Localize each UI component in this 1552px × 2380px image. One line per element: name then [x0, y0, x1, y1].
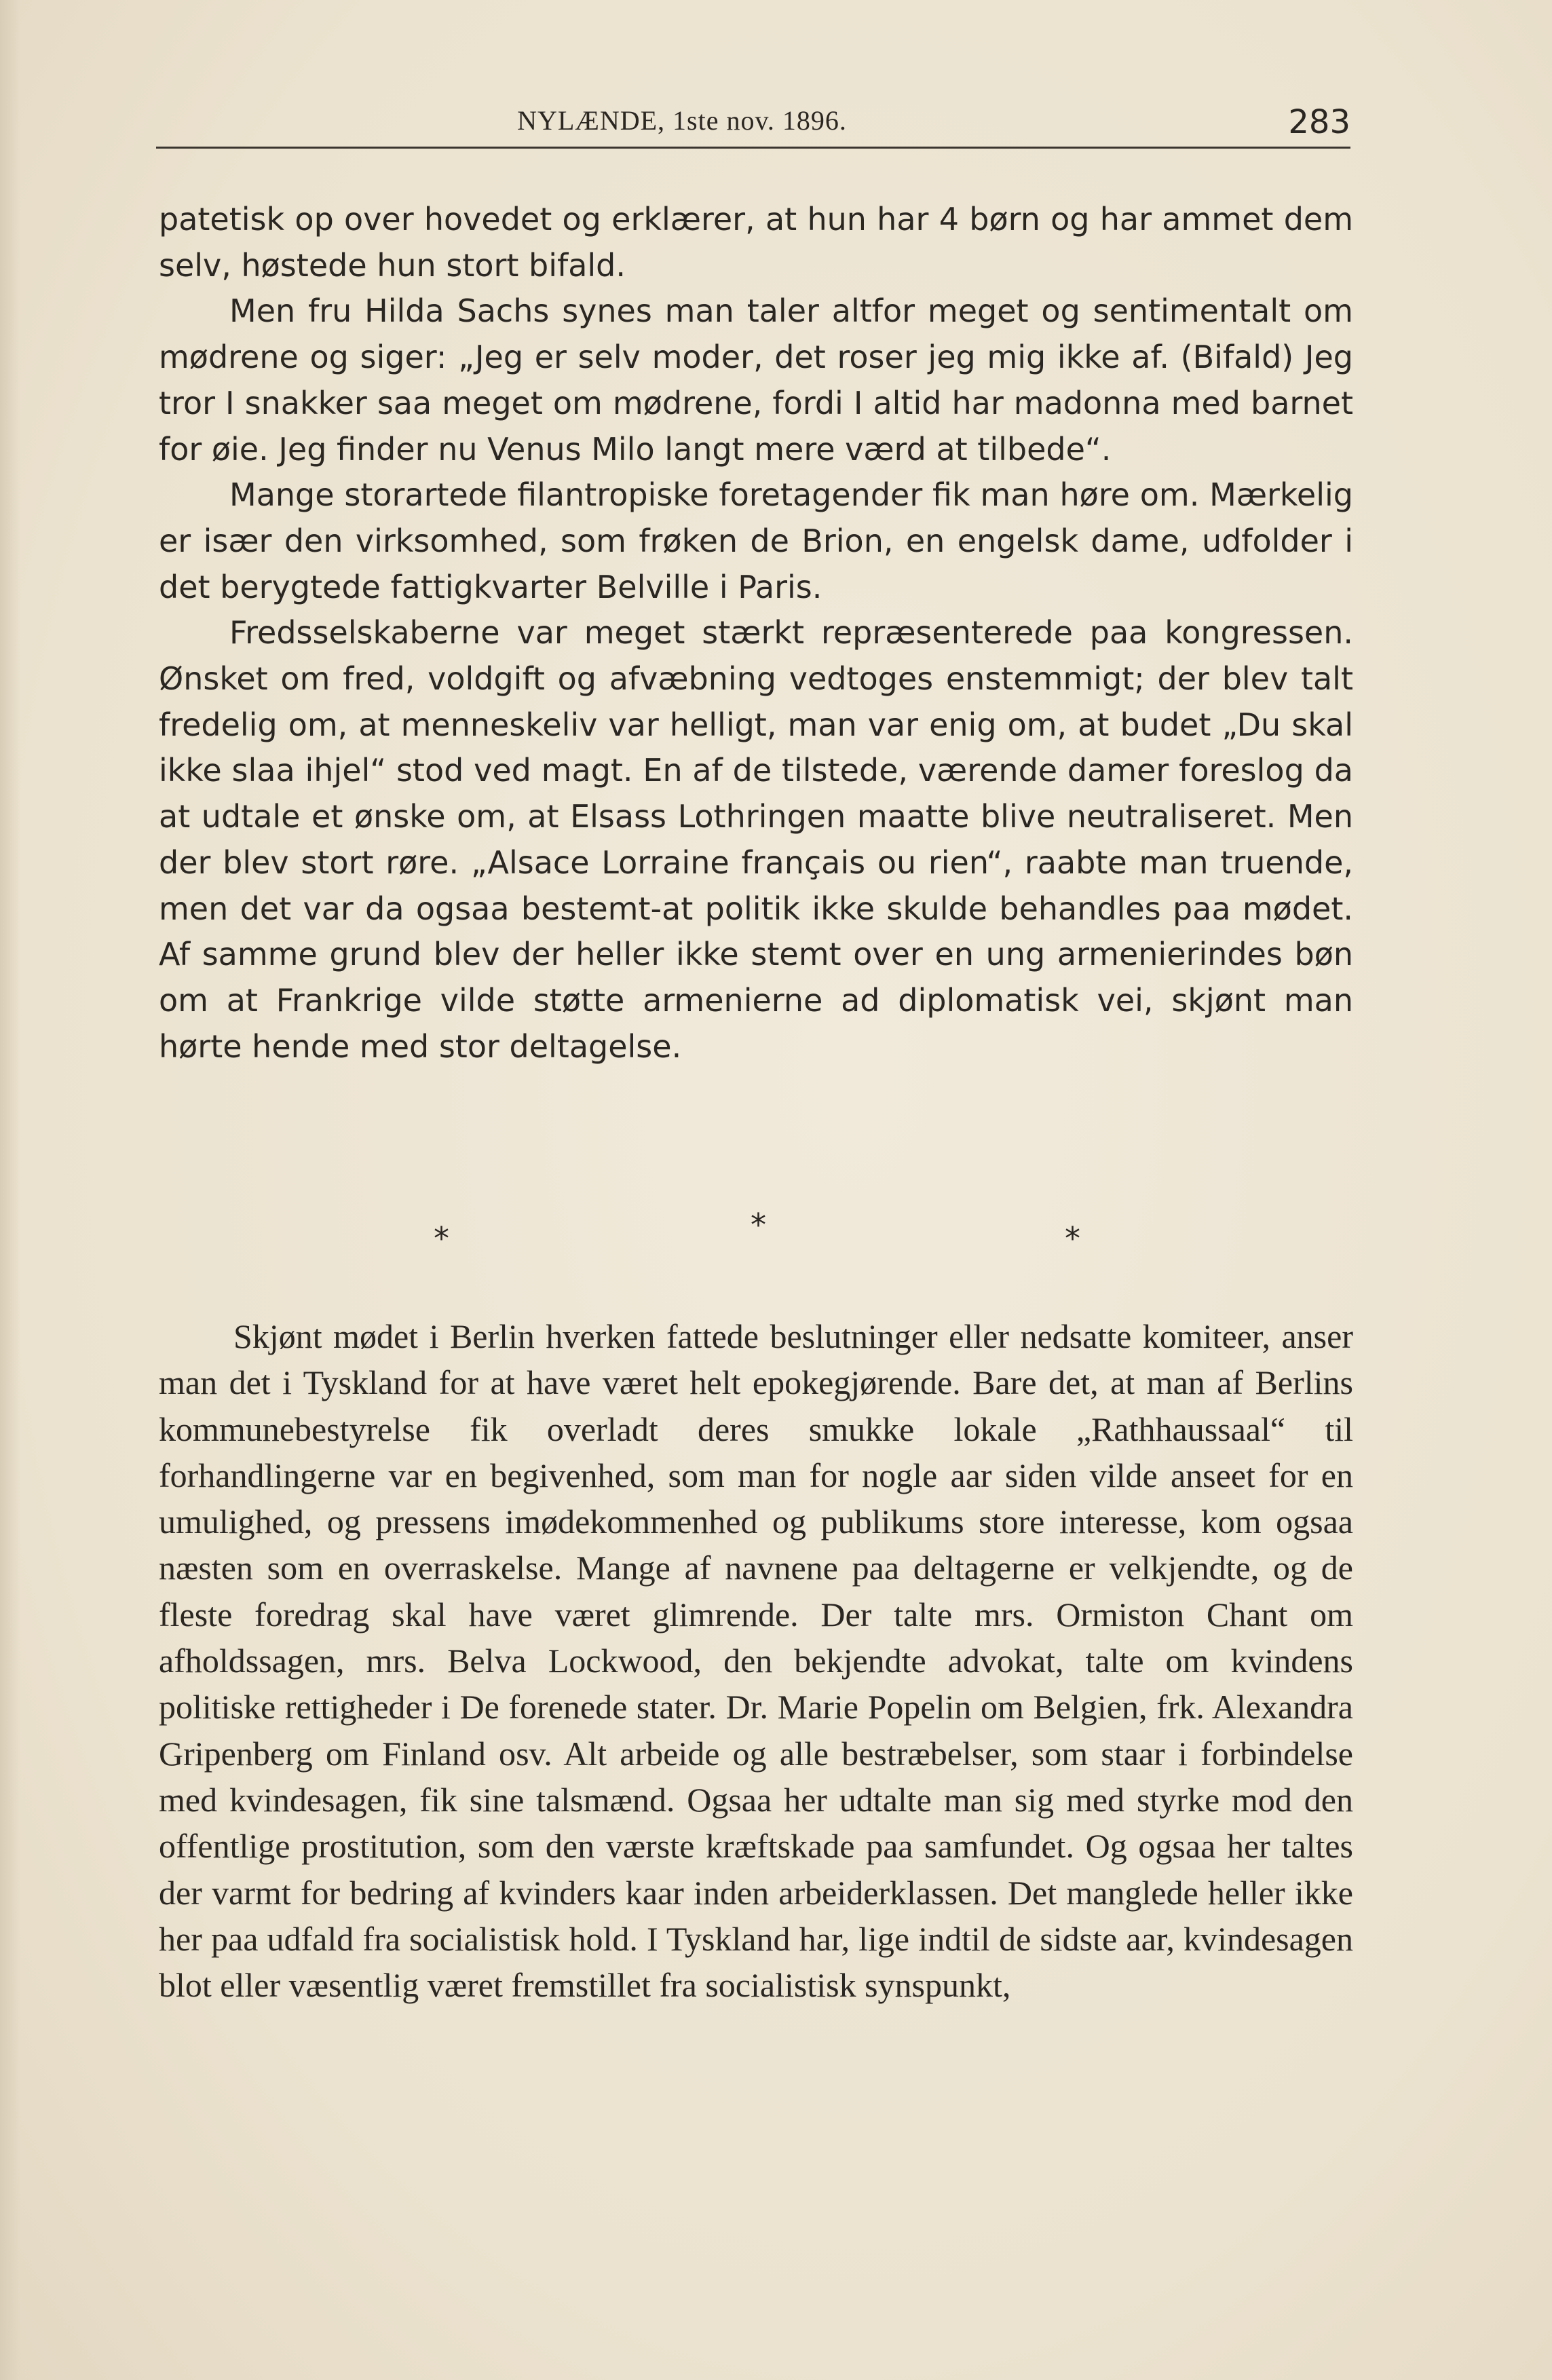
running-head: NYLÆNDE, 1ste nov. 1896. — [517, 105, 847, 136]
paragraph: Fredsselskaberne var meget stærkt repræsenterede paa kongressen. Ønsket om fred, voldgift og afvæbning vedtoges enstemmigt; der blev talt fredelig om, at menneskeliv var helligt, man var enig om, at budet „Du skal ikke slaa ihjel“ stod ved magt. En af de tilstede, værende damer foreslog da at udtale et ønske om, at Elsass Lothringen maatte blive neutraliseret. Men der blev stort røre. „Alsace Lorraine français ou rien“, raabte man truende, men det var da ogsaa bestemt-at politik ikke skulde behandles paa mødet. Af samme grund blev der heller ikke stemt over en ung armenierindes bøn om at Frankrige vilde støtte armenierne ad diplomatisk vei, skjønt man hørte hende med stor deltagelse. — [159, 614, 1353, 1065]
page-number: 283 — [1288, 103, 1350, 141]
paragraph: Men fru Hilda Sachs synes man taler altfor meget og sentimentalt om mødrene og siger: „Jeg er selv moder, det roser jeg mig ikke af. (Bifald) Jeg tror I snakker saa meget om mødrene, fordi I altid har madonna med barnet for øie. Jeg finder nu Venus Milo langt mere værd at tilbede“. — [159, 292, 1353, 468]
page-header — [156, 102, 1350, 156]
paragraph: Mange storartede filantropiske foretagender fik man høre om. Mærkelig er især den virksomhed, som frøken de Brion, en engelsk dame, udfolder i det berygtede fattigkvarter Belville i Paris. — [159, 476, 1353, 605]
section-separator — [159, 1205, 1353, 1257]
header-rule — [156, 147, 1350, 149]
separator-asterisk: * — [434, 1220, 449, 1257]
paragraph: patetisk op over hovedet og erklærer, at hun har 4 børn og har ammet dem selv, høstede hun stort bifald. — [159, 201, 1353, 284]
separator-asterisk: * — [751, 1207, 766, 1243]
paragraph: Skjønt mødet i Berlin hverken fattede beslutninger eller nedsatte komiteer, anser man det i Tyskland for at have været helt epokegjørende. Bare det, at man af Berlins kommunebestyrelse fik overladt deres smukke lokale „Rathhaussaal“ til forhandlingerne var en begivenhed, som man for nogle aar siden vilde anseet for en umulighed, og pressens imødekommenhed og publikums store interesse, kom ogsaa næsten som en overraskelse. Mange af navnene paa deltagerne er velkjendte, og de fleste foredrag skal have været glimrende. Der talte mrs. Ormiston Chant om afholdssagen, mrs. Belva Lockwood, den bekjendte advokat, talte om kvindens politiske rettigheder i De forenede stater. Dr. Marie Popelin om Belgien, frk. Alexandra Gripenberg om Finland osv. Alt arbeide og alle bestræbelser, som staar i forbindelse med kvindesagen, fik sine talsmænd. Ogsaa her udtalte man sig med styrke mod den offentlige prostitution, som den værste kræftskade paa samfundet. Og ogsaa her taltes der varmt for bedring af kvinders kaar inden arbeiderklassen. Det manglede heller ikke her paa udfald fra socialistisk hold. I Tyskland har, lige indtil de sidste aar, kvindesagen blot eller væsentlig været fremstillet fra socialistisk synspunkt, — [159, 1317, 1353, 2005]
article-body — [159, 197, 1353, 1070]
page-binding-edge — [0, 0, 20, 2380]
article-body-second-section — [159, 1313, 1353, 2008]
separator-asterisk: * — [1065, 1220, 1080, 1257]
